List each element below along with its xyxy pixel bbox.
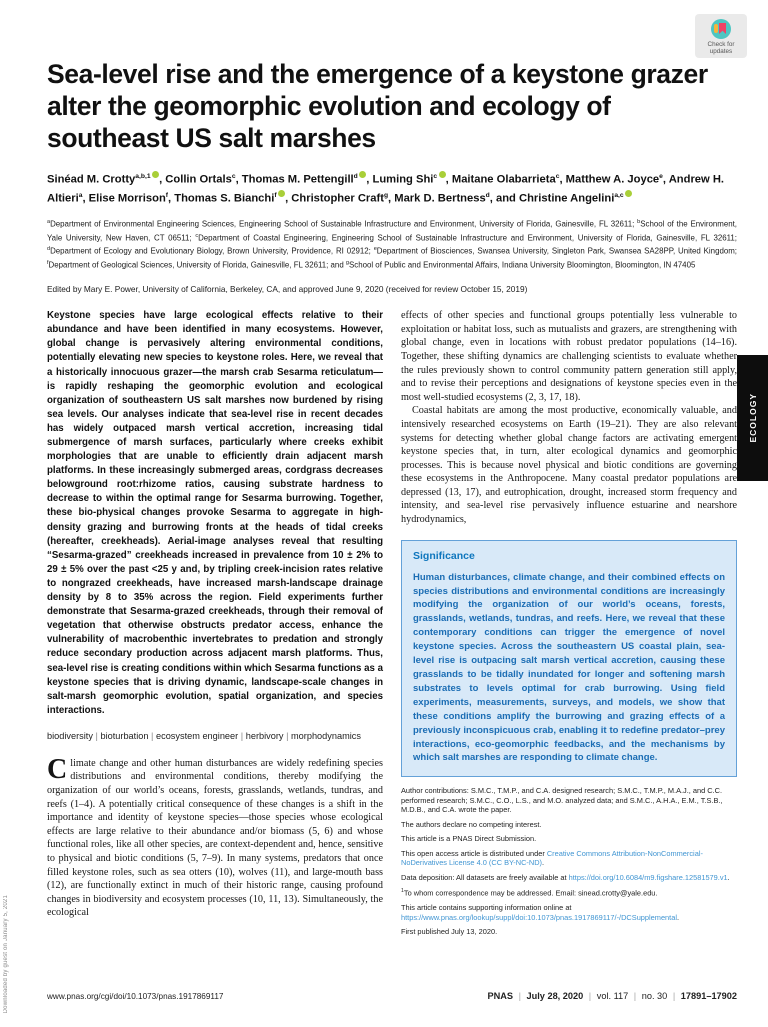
text-segment: c xyxy=(231,173,236,180)
bookmark-icon xyxy=(719,23,726,34)
text-segment: bioturbation xyxy=(100,730,149,741)
check-for-updates-label: Check for updates xyxy=(707,41,735,55)
text-segment: Department of Ecology and Evolutionary Biology, Brown University, Providence, RI 02912; xyxy=(50,246,374,256)
footer-doi-link[interactable]: www.pnas.org/cgi/doi/10.1073/pnas.1917869117 xyxy=(47,992,224,1001)
text-segment: | xyxy=(148,730,156,741)
text-segment: 1 xyxy=(401,888,404,895)
text-segment: , and Christine Angelini xyxy=(489,192,615,205)
text-segment: Department of Geological Sciences, University of Florida, Gainesville, FL 32611; and xyxy=(48,260,346,270)
body-paragraph: effects of other species and functional groups potentially less vulnerable to exploitation or habitat loss, such as mutualists and grazers, are strengthening with global change, even in locations with robust predator populations (14–16). Together, these shifting dynamics are challenging scientists to evaluate whether the rules previously shown to control community pattern generation still apply, and to revise their perceptions and designations of keystone species even in the most well-studied ecosystems (2, 3, 17, 18). xyxy=(401,310,737,403)
text-segment: 17891–17902 xyxy=(680,991,737,1001)
text-segment: , Maitane Olabarrieta xyxy=(445,173,556,186)
meta-line-correspondence xyxy=(401,887,737,898)
intro-paragraph xyxy=(47,753,383,920)
meta-line-data-deposition xyxy=(401,873,737,883)
text-segment: To whom correspondence may be addressed. Email: sinead.crotty@yale.edu. xyxy=(403,888,658,898)
text-segment: Department of Coastal Engineering, Engineering School of Sustainable Infrastructure and Environment, University of Florida, Gainesville, FL 32611; xyxy=(198,233,737,243)
text-segment: July 28, 2020 xyxy=(526,991,584,1001)
page-title: Sea-level rise and the emergence of a keystone grazer alter the geomorphic evolution and ecology of southeast US salt marshes xyxy=(47,59,708,153)
meta-line-author-contributions xyxy=(401,786,737,815)
inline-link[interactable]: https://www.pnas.org/lookup/suppl/doi:10.1073/pnas.1917869117/-/DCSupplemental xyxy=(401,912,677,922)
drop-cap: C xyxy=(47,753,68,785)
text-segment: no. 30 xyxy=(641,991,668,1001)
text-segment: PNAS xyxy=(487,991,514,1001)
text-segment: c xyxy=(433,173,438,180)
text-segment: | xyxy=(516,991,524,1001)
text-segment: School of the Environment, Yale University, New Haven, CT 06511; xyxy=(47,220,737,243)
abstract: Keystone species have large ecological effects relative to their abundance and have been identified in many ecosystems. However, global change is pervasively altering environmental conditions, potentially elevating new species to keystone roles. Here, we reveal that a historically innocuous grazer—the marsh crab Sesarma reticulatum—is rapidly reshaping the geomorphic evolution and ecological organization of southeastern US salt marshes now burdened by rising sea levels. Our analyses indicate that sea-level rise in recent decades has widely outpaced marsh vertical accretion, increasing tidal submergence of marsh surfaces, particularly where creeks exhibit morphologies that are unable to efficiently drain adjacent marsh platforms. In these increasingly submerged areas, cordgrass decreases belowground root:rhizome ratios, causing substrate hardness to decrease to within the optimal range for Sesarma burrowing. Together, these bio-physical changes provoke Sesarma to aggregate in high-density grazing and burrowing fronts at the heads of tidal creeks (hereafter, creekheads). Aerial-image analyses reveal that resulting “Sesarma-grazed” creekheads increased in prevalence from 10 ± 2% to 29 ± 5% over the past <25 y and, by tripling creek-incision rates relative to nongrazed creekheads, have increased marsh-landscape drainage density by 8 to 35% across the region. Field experiments further demonstrate that Sesarma-grazed creekheads, through their removal of vegetation that otherwise obstructs predator access, enhance the vulnerability of macrobenthic invertebrates to predation and strongly reduce secondary production across adjacent marsh platforms. Thus, sea-level rise is creating conditions within which Sesarma functions as a keystone species that is driving dynamic, landscape-scale changes in salt-marsh geomorphic evolution, spatial organization, and species interactions. xyxy=(47,310,383,716)
text-segment: herbivory xyxy=(245,730,284,741)
bookmark-accent xyxy=(714,24,718,33)
significance-box xyxy=(401,540,737,778)
significance-title: Significance xyxy=(413,549,475,562)
text-segment: biodiversity xyxy=(47,730,93,741)
orcid-icon xyxy=(625,190,632,197)
keywords-line xyxy=(47,730,383,743)
ecology-section-label: ECOLOGY xyxy=(747,393,758,443)
text-segment: School of Public and Environmental Affairs, Indiana University Bloomington, Bloomington, IN 47405 xyxy=(348,260,696,270)
right-column xyxy=(401,309,737,942)
text-segment: vol. 117 xyxy=(596,991,629,1001)
text-segment: This article is a PNAS Direct Submission. xyxy=(401,834,537,844)
ecology-section-tab xyxy=(737,355,768,481)
text-segment: , Andrew H. Altieri xyxy=(47,173,725,205)
text-segment: , Mark D. Bertness xyxy=(388,192,486,205)
inline-link[interactable]: Creative Commons Attribution-NonCommercial-NoDerivatives License 4.0 (CC BY-NC-ND) xyxy=(401,848,703,868)
text-segment: | xyxy=(238,730,246,741)
text-segment: | xyxy=(92,730,101,741)
text-segment: , Luming Shi xyxy=(366,173,434,186)
text-segment: Sinéad M. Crotty xyxy=(47,173,136,186)
text-segment: | xyxy=(283,730,292,741)
text-segment: morphodynamics xyxy=(291,730,361,741)
text-segment: d xyxy=(485,191,490,199)
text-segment: , Collin Ortals xyxy=(159,173,232,186)
affiliations xyxy=(47,217,737,271)
body-paragraph: Coastal habitats are among the most productive, economically valuable, and intensively researched ecosystems on Earth (19–21). They are also relevant systems for detecting whether global change factors are activating emergent keystone species that, in turn, alter ecological dynamics and geomorphic processes. This is because novel physical and biotic conditions are governing these ecosystems in the Anthropocene. Many coastal predator populations are depressed (13, 17), and eutrophication, drought, increased storm frequency and intensity, and sea-level rise pervasively influence estuarine and nearshore hydrodynamics, xyxy=(401,405,737,526)
text-segment: This article contains supporting information online at xyxy=(401,903,572,913)
text-segment: a xyxy=(78,191,83,199)
text-segment: Author contributions: S.M.C., T.M.P., and C.A. designed research; S.M.C., T.M.P., M.A.J., and C.C. performed research; S.M.C., C.O., L.S., and M.O. analyzed data; and S.M.C., A.H.A., E.M., T.S.B., M.D.B., and C.A. wrote the paper. xyxy=(401,786,723,815)
text-segment: c xyxy=(555,173,560,180)
text-segment: e xyxy=(659,173,663,180)
text-segment: e xyxy=(373,246,377,253)
text-segment: First published July 13, 2020. xyxy=(401,927,498,937)
left-column xyxy=(47,309,383,942)
text-segment: , Christopher Craft xyxy=(285,192,384,205)
meta-line-direct-submission xyxy=(401,834,737,844)
significance-body: Human disturbances, climate change, and their combined effects on species distributions and environmental conditions are increasingly modifying the organization of our world’s oceans, forests, grasslands, wetlands, tundras, and reefs. Here, we reveal that these contemporary conditions can trigger the emergence of novel keystone species. Across the southeastern US coastal plain, sea-level rise is outpacing salt marsh vertical accretion, causing these grasslands to be tidally inundated for longer and softening marsh substrates to levels optimal for crab burrowing. Using field experiments, measurements, surveys, and models, we show that these conditions amplify the burrowing and grazing effects of a previously inconspicuous crab, enabling it to redefine predator–prey interactions, eco-geomorphic feedbacks, and the mechanisms by which salt marshes are responding to climate change. xyxy=(413,571,725,764)
inline-link[interactable]: https://doi.org/10.6084/m9.figshare.12581579.v1 xyxy=(568,872,728,882)
text-segment: d xyxy=(47,246,51,253)
text-segment: | xyxy=(586,991,594,1001)
text-segment: . xyxy=(676,912,680,922)
orcid-icon xyxy=(439,171,446,178)
text-segment: , Thomas M. Pettengill xyxy=(235,173,354,186)
text-segment: f xyxy=(274,191,277,199)
downloaded-by-note: Downloaded by guest on January 5, 2021 xyxy=(3,894,9,1013)
text-segment: a xyxy=(47,219,51,226)
text-segment: a,c xyxy=(614,191,624,199)
intro-text: limate change and other human disturbances are widely redefining species distributions and environmental conditions, thereby modifying the organization of our world’s oceans, forests, grasslands, wetlands, tundras, and reefs (1–4). A potentially critical consequence of these changes is a shift in the importance and identity of keystone species—those species whose ecological effects are large relative to their abundance and/or biomass (5, 6) and whose functional roles, like all other species, are context-dependent and, hence, sensitive to physical and biotic conditions (5, 7–9). In many systems, predators that once filled keystone roles, such as sea otters (10), wolves (11), and large-mouth bass (12), are functionally extinct in much of their historic range, causing profound changes in biodiversity and ecosystem processes (10, 11, 13). Simultaneously, the ecological xyxy=(47,757,383,919)
text-segment: d xyxy=(353,173,358,180)
two-column-body xyxy=(47,309,737,942)
text-segment: Department of Biosciences, Swansea University, Singleton Park, Swansea SA28PP, United Kingdom; xyxy=(376,246,737,256)
text-segment: g xyxy=(383,191,389,199)
text-segment: Data deposition: All datasets are freely available at xyxy=(401,872,569,882)
text-segment: , Thomas S. Bianchi xyxy=(168,192,275,205)
text-segment: This open access article is distributed under xyxy=(401,848,547,858)
text-segment: c xyxy=(195,232,199,239)
author-list xyxy=(47,169,737,206)
meta-line-first-published xyxy=(401,927,737,937)
text-segment: Department of Environmental Engineering Sciences, Engineering School of Sustainable Infrastructure and Environment, University of Florida, Gainesville, FL 32611; xyxy=(50,220,638,230)
edited-by-line: Edited by Mary E. Power, University of California, Berkeley, CA, and approved June 9, 2020 (received for review October 15, 2019) xyxy=(47,284,528,295)
text-segment: b xyxy=(637,219,641,226)
article-metadata xyxy=(401,786,737,936)
text-segment: . xyxy=(727,872,730,882)
text-segment: , Elise Morrison xyxy=(82,192,166,205)
text-segment: f xyxy=(165,191,169,199)
text-segment: | xyxy=(670,991,678,1001)
meta-line-supporting-info xyxy=(401,903,737,922)
text-segment: , Matthew A. Joyce xyxy=(559,173,660,186)
check-for-updates-badge[interactable] xyxy=(695,14,747,58)
text-segment: The authors declare no competing interest. xyxy=(401,819,542,829)
text-segment: | xyxy=(631,991,639,1001)
text-segment: f xyxy=(47,259,49,266)
check-for-updates-icon xyxy=(711,19,731,39)
footer-citation xyxy=(488,991,738,1001)
text-segment: . xyxy=(542,858,545,868)
meta-line-open-access xyxy=(401,849,737,868)
text-segment: a,b,1 xyxy=(135,173,151,180)
text-segment: g xyxy=(345,259,349,266)
meta-line-competing-interest xyxy=(401,820,737,830)
text-segment: ecosystem engineer xyxy=(155,730,239,741)
